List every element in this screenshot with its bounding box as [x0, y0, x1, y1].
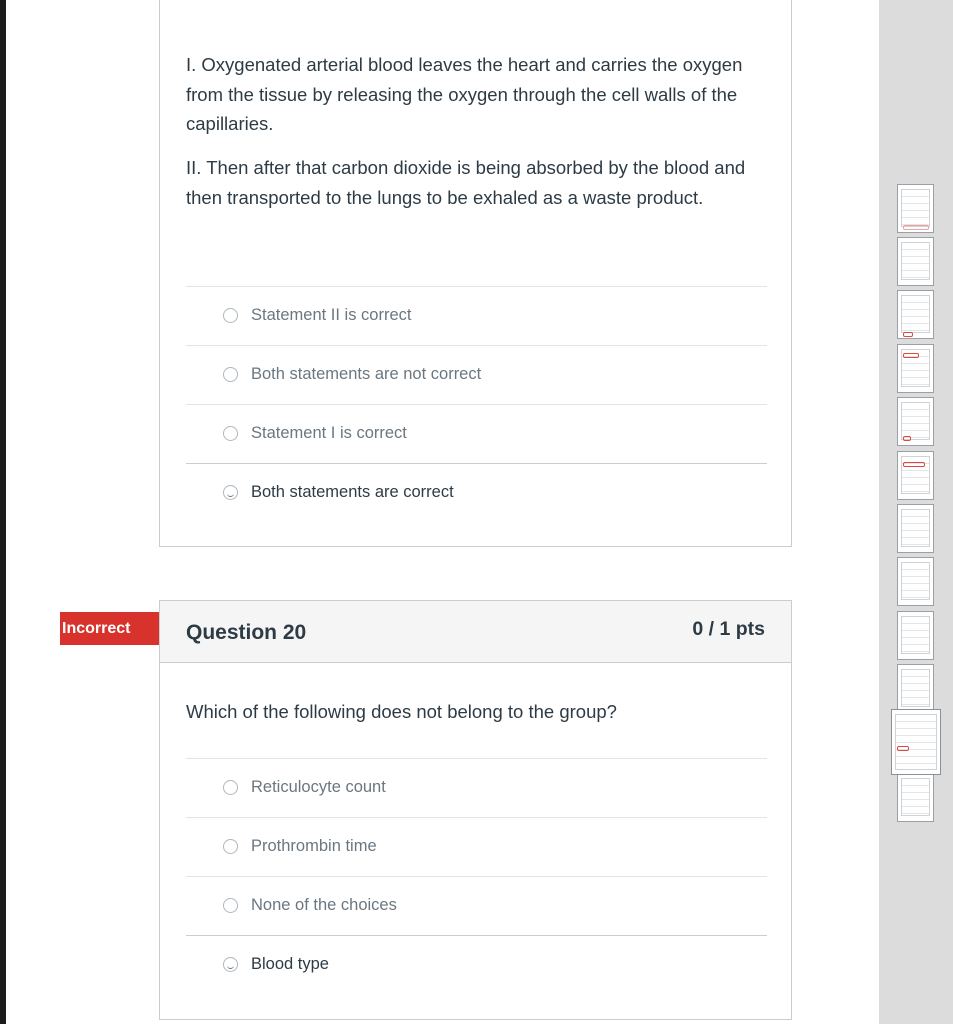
radio-button-icon[interactable] [223, 367, 238, 382]
answer-label: Prothrombin time [251, 837, 377, 855]
page-thumbnail[interactable] [897, 344, 934, 393]
question-points: 0 / 1 pts [692, 618, 765, 640]
page-thumbnail[interactable] [897, 397, 934, 446]
statement-1: I. Oxygenated arterial blood leaves the heart and carries the oxygen from the tissue by releasing the oxygen through the cell walls of the capillaries. [186, 54, 743, 134]
radio-button-icon[interactable] [223, 839, 238, 854]
page-thumbnail-current[interactable] [891, 709, 941, 775]
answer-label: Statement II is correct [251, 306, 412, 324]
question-header [160, 601, 791, 663]
question-text: Which of the following does not belong to the group? [186, 701, 617, 722]
answer-label: None of the choices [251, 896, 397, 914]
page-thumbnail[interactable] [897, 451, 934, 500]
page-thumbnail[interactable] [897, 557, 934, 606]
radio-button-icon[interactable] [223, 780, 238, 795]
answer-option[interactable] [186, 286, 767, 344]
answer-label: Both statements are not correct [251, 365, 482, 383]
left-window-edge [0, 0, 6, 1024]
answer-option[interactable] [186, 758, 767, 816]
page-thumbnail[interactable] [897, 773, 934, 822]
statement-2: II. Then after that carbon dioxide is being absorbed by the blood and then transported to the lungs to be exhaled as a waste product. [186, 157, 746, 208]
radio-button-icon[interactable] [223, 898, 238, 913]
answer-label: Both statements are correct [251, 483, 454, 501]
radio-button-icon[interactable] [223, 308, 238, 323]
radio-button-icon[interactable] [223, 426, 238, 441]
page-thumbnail[interactable] [897, 237, 934, 286]
answer-option[interactable] [186, 817, 767, 875]
page-thumbnail[interactable] [897, 184, 934, 233]
page-thumbnail[interactable] [897, 290, 934, 339]
page-thumbnail[interactable] [897, 611, 934, 660]
answer-label: Reticulocyte count [251, 778, 386, 796]
radio-button-selected-icon[interactable] [223, 957, 238, 972]
answer-label: Blood type [251, 955, 329, 973]
answer-label: Statement I is correct [251, 424, 407, 442]
page-thumbnail[interactable] [897, 504, 934, 553]
incorrect-badge: Incorrect [60, 612, 167, 645]
answer-option[interactable] [186, 876, 767, 934]
question-20-card [159, 600, 792, 1020]
question-title: Question 20 [186, 621, 307, 644]
radio-button-selected-icon[interactable] [223, 485, 238, 500]
question-19-card [159, 0, 792, 547]
answer-option-selected[interactable] [186, 935, 767, 993]
answer-option[interactable] [186, 404, 767, 462]
answer-option-selected[interactable] [186, 463, 767, 521]
page-thumbnail[interactable] [897, 664, 934, 713]
answer-option[interactable] [186, 345, 767, 403]
